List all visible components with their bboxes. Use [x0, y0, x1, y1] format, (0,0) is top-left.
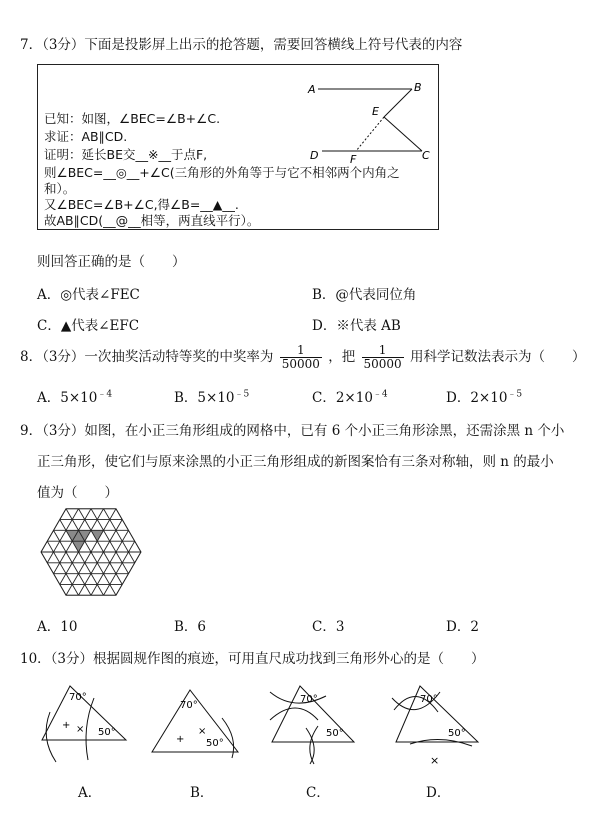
q9-option-a[interactable]: A．10 — [37, 619, 78, 635]
fig-a-angle-right: 50° — [98, 727, 116, 738]
label-E: E — [372, 105, 379, 118]
label-F: F — [350, 153, 357, 163]
q9-hex-grid — [36, 504, 146, 600]
q7-line-proof5: 故AB∥CD(__@__相等，两直线平行）。 — [44, 213, 260, 228]
q7-option-d[interactable]: D．※代表 AB — [312, 318, 401, 334]
q7-line-given: 已知：如图，∠BEC=∠B+∠C. — [44, 111, 221, 126]
q7-line-proof2: 则∠BEC=__◎__+∠C(三角形的外角等于与它不相邻两个内角之 — [44, 165, 400, 180]
q8-stem-before: 8．（3分）一次抽奖活动特等奖的中奖率为 — [20, 349, 274, 365]
q10-stem: 10．（3分）根据圆规作图的痕迹，可用直尺成功找到三角形外心的是（ ） — [20, 651, 485, 667]
q8-option-a[interactable] — [37, 386, 112, 406]
q10-figure-c — [266, 676, 362, 766]
q7-prompt: 则回答正确的是（ ） — [37, 254, 186, 270]
q9-line2: 正三角形，使它们与原来涂黑的小正三角形组成的新图案恰有三条对称轴，则 n 的最小 — [37, 454, 554, 470]
q8-c-exp: ﹣4 — [372, 389, 388, 400]
q10-option-c[interactable]: C． — [306, 785, 330, 801]
fig-d-angle-top: 70° — [420, 694, 438, 705]
q8-c-base: C．2×10 — [312, 390, 373, 406]
q7-stem: 7．（3分）下面是投影屏上出示的抢答题，需要回答横线上符号代表的内容 — [20, 37, 463, 53]
q8-frac-num-2: 1 — [362, 344, 404, 358]
q8-d-base: D．2×10 — [446, 390, 508, 406]
q8-frac-den: 50000 — [281, 357, 320, 371]
label-C: C — [422, 149, 430, 162]
q10-option-b[interactable]: B． — [190, 785, 214, 801]
q8-a-base: A．5×10 — [37, 390, 98, 406]
q10-figure-a — [36, 678, 132, 768]
label-D: D — [310, 149, 319, 162]
svg-text:+: + — [176, 734, 185, 745]
label-B: B — [414, 81, 422, 94]
svg-text:×: × — [430, 754, 440, 767]
q7-figure — [300, 73, 438, 163]
q7-line-proof3: 和）。 — [44, 181, 76, 196]
q8-stem-after: 用科学记数法表示为（ ） — [410, 349, 586, 365]
svg-text:×: × — [198, 726, 207, 737]
q9-option-c[interactable]: C．3 — [312, 619, 345, 635]
q8-option-d[interactable] — [446, 386, 522, 406]
q8-fraction-1 — [280, 344, 322, 370]
q10-figure-b — [148, 684, 244, 764]
q7-line-prove: 求证：AB∥CD. — [44, 129, 128, 144]
q8-b-base: B．5×10 — [174, 390, 235, 406]
q7-problem-box — [37, 64, 439, 230]
fig-c-angle-top: 70° — [300, 694, 318, 705]
label-A: A — [308, 83, 316, 96]
q9-line3: 值为（ ） — [37, 485, 118, 501]
q8-option-b[interactable] — [174, 386, 249, 406]
q7-line-proof1: 证明：延长BE交__※__于点F, — [44, 147, 208, 162]
q8-frac-num: 1 — [280, 344, 322, 358]
q8-d-exp: ﹣5 — [507, 389, 523, 400]
q8-stem-mid: ，把 — [328, 349, 356, 365]
q8-b-exp: ﹣5 — [234, 389, 250, 400]
fig-d-angle-right: 50° — [448, 728, 466, 739]
q7-option-c[interactable]: C．▲代表∠EFC — [37, 318, 140, 334]
grid-lines — [36, 504, 146, 600]
q8-fraction-2 — [362, 344, 404, 370]
q9-line1: 9．（3分）如图，在小正三角形组成的网格中，已有 6 个小正三角形涂黑，还需涂黑 n 个小 — [20, 423, 565, 439]
q8-frac-den-2: 50000 — [363, 357, 402, 371]
q9-option-b[interactable]: B．6 — [174, 619, 207, 635]
q9-option-d[interactable]: D．2 — [446, 619, 479, 635]
q8-stem — [20, 338, 586, 376]
fig-a-angle-top: 70° — [69, 692, 87, 703]
q7-option-b[interactable]: B．@代表同位角 — [312, 287, 417, 303]
fig-b-angle-top: 70° — [180, 700, 198, 711]
fig-b-angle-right: 50° — [206, 738, 224, 749]
q8-a-exp: ﹣4 — [97, 389, 113, 400]
svg-text:+: + — [62, 720, 71, 731]
svg-text:×: × — [76, 724, 85, 735]
q8-option-c[interactable] — [312, 386, 388, 406]
q10-option-d[interactable]: D． — [426, 785, 451, 801]
q10-figure-d — [390, 676, 486, 768]
fig-c-angle-right: 50° — [326, 728, 344, 739]
shaded-region — [91, 530, 104, 541]
q10-option-a[interactable]: A． — [78, 785, 102, 801]
q7-line-proof4: 又∠BEC=∠B+∠C,得∠B=__▲__. — [44, 197, 239, 212]
q7-option-a[interactable]: A．◎代表∠FEC — [37, 287, 140, 303]
